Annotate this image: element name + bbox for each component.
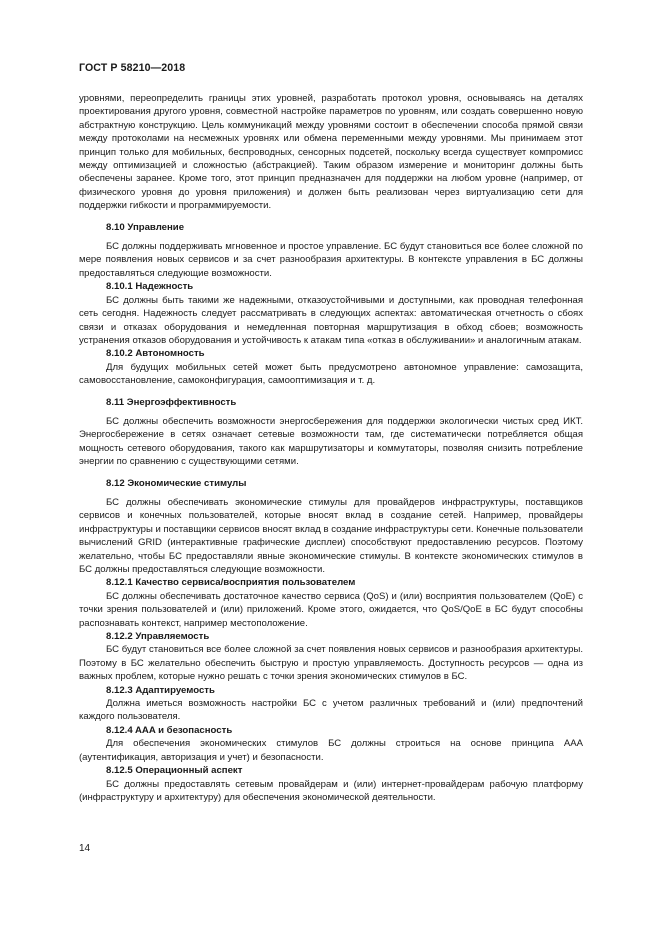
paragraph: БС должны предоставлять сетевым провайдерам и (или) интернет-провайдерам рабочую платформу (инфраструктуру и архитектуру) для обеспечения экономической деятельности. (79, 778, 583, 803)
paragraph: БС должны обеспечить возможности энергосбережения для поддержки экологически чистых сред ИКТ. Энергосбережение в сетях означает сетевые возможности там, где систематически потребляется общая мощность сетевого оборудования, такого как маршрутизаторы и коммутаторы, позволяя снизить потребление энергии по сравнению с существующими сетями. (79, 415, 583, 468)
page-body (79, 92, 583, 804)
section-heading: 8.11 Энергоэффективность (106, 396, 237, 408)
paragraph: Должна иметься возможность настройки БС с учетом различных требований и (или) предпочтений каждого пользователя. (79, 698, 583, 723)
page-number: 14 (79, 843, 91, 854)
section-heading: 8.10 Управление (106, 221, 185, 233)
paragraph: БС должны поддерживать мгновенное и простое управление. БС будут становиться все более сложной по мере появления новых сервисов и за счет разнообразия архитектуры. В контексте управления в БС должны предоставляться следующие возможности. (79, 241, 583, 279)
document-header: ГОСТ Р 58210—2018 (79, 62, 186, 74)
paragraph: Для обеспечения экономических стимулов БС должны строиться на основе принципа AAA (аутентификация, авторизация и учет) и безопасности. (79, 738, 583, 763)
subsection-heading: 8.10.2 Автономность (106, 348, 205, 360)
paragraph: Для будущих мобильных сетей может быть предусмотрено автономное управление: самозащита, самовосстановление, самоконфигурация, самооптимизация и т. д. (79, 361, 583, 387)
paragraph: БС должны быть такими же надежными, отказоустойчивыми и доступными, как проводная телефонная сеть сегодня. Надежность следует рассматривать в следующих аспектах: автоматическая отчетность о сбоях связи и отказах оборудования и немедленная повторная маршрутизация в обход сбоев; возможность устранения отказов оборудования и устойчивость к атакам типа «отказ в обслуживании» и аналогичным атакам. (79, 294, 583, 346)
section-heading: 8.12 Экономические стимулы (106, 477, 247, 489)
subsection-heading: 8.12.4 AAA и безопасность (106, 724, 233, 736)
subsection-heading: 8.12.1 Качество сервиса/восприятия пользователем (106, 577, 356, 589)
subsection-heading: 8.12.3 Адаптируемость (106, 684, 215, 696)
subsection-heading: 8.12.2 Управляемость (106, 631, 210, 643)
subsection-heading: 8.10.1 Надежность (106, 281, 194, 293)
subsection-heading: 8.12.5 Операционный аспект (106, 765, 243, 777)
paragraph: БС будут становиться все более сложной за счет появления новых сервисов и разнообразия архитектуры. Поэтому в БС желательно обеспечить быструю и простую управляемость. Доступность ресурсов — одна из важных проблем, которые нужно решать с точки зрения экономических стимулов в БС. (79, 644, 583, 683)
paragraph: уровнями, переопределить границы этих уровней, разработать протокол уровня, основываясь на деталях проектирования другого уровня, совместной настройке параметров по уровням, или создать совершенно новую абстрактную конструкцию. Цель коммуникаций между уровнями состоит в обеспечении способа прямой связи между протоколами на несмежных уровнях или обмена переменными между уровнями. Мы принимаем этот принцип только для мобильных, беспроводных, сенсорных подсетей, поскольку всегда существует компромисс между оптимизацией и сложностью (абстракцией). Таким образом измерение и мониторинг должны быть обеспечены заранее. Кроме того, этот принцип предназначен для поддержки на любом уровне (например, от физического уровня до уровня приложения) и должен быть реализован через виртуализацию сети для поддержки гибкости и программируемости. (79, 93, 583, 212)
paragraph: БС должны обеспечивать достаточное качество сервиса (QoS) и (или) восприятия пользователем (QoE) с точки зрения пользователей и (или) приложений. Кроме этого, ожидается, что QoS/QoE в БС будут способны распознавать контекст, например местоположение. (79, 590, 583, 629)
paragraph: БС должны обеспечивать экономические стимулы для провайдеров инфраструктуры, поставщиков сервисов и конечных пользователей, которые вносят вклад в создание сетей. Например, провайдеры инфраструктуры и поставщики сервисов вносят вклад в создание инфраструктуры сети. Конечные пользователи вычислений GRID (интерактивные графические дисплеи) способствуют предоставлению ресурсов. Поэтому желательно, чтобы БС предоставляли явные экономические стимулы. В контексте экономических стимулов в БС должны предоставляться следующие возможности. (79, 496, 583, 575)
